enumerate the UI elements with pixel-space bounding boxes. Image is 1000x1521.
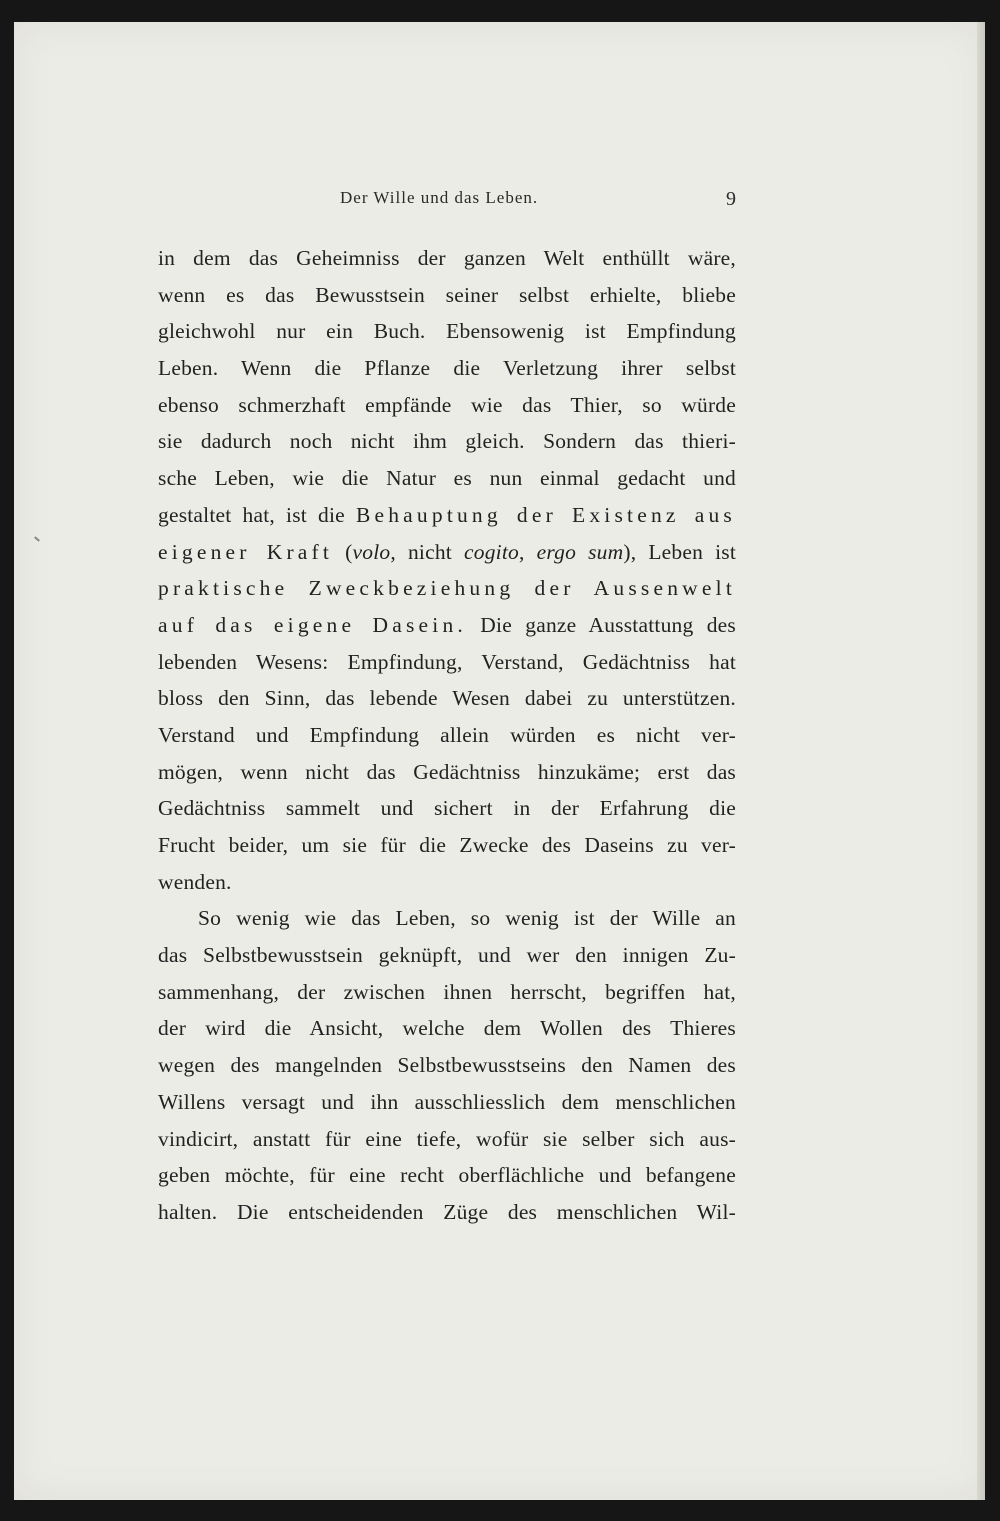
page-number: 9 [726,188,736,210]
text-line: Verstand und Empfindung allein würden es nicht ver- [158,722,736,747]
text-line: sche Leben, wie die Natur es nun einmal gedacht und [158,466,736,491]
text-line: So wenig wie das Leben, so wenig ist der Wille an [198,906,736,931]
emphasis-line: praktische Zweckbeziehung der Aussenwelt [158,576,736,601]
text-line: gleichwohl nur ein Buch. Ebensowenig ist Empfindung [158,319,736,344]
text-line: Gedächtniss sammelt und sichert in der Erfahrung die [158,796,736,821]
page-header [14,188,985,218]
text-line: sammenhang, der zwischen ihnen herrscht, begriffen hat, [158,979,736,1004]
emphasis-spaced: eigener Kraft [158,539,334,564]
text-line: geben möchte, für eine recht oberflächliche und befangene [158,1163,736,1188]
text-line: das Selbstbewusstsein geknüpft, und wer den innigen Zu- [158,943,736,968]
text-line: in dem das Geheimniss der ganzen Welt enthüllt wäre, [158,246,736,270]
text-segment: gestaltet hat, ist die [158,502,356,527]
page-edge [977,22,985,1500]
text-line: Frucht beider, um sie für die Zwecke des Daseins zu ver- [158,833,736,857]
text-segment: , nicht [390,539,465,564]
text-line [158,534,736,571]
body-text [158,240,736,1231]
text-line: Willens versagt und ihn ausschliesslich dem menschlichen [158,1089,736,1114]
text-segment: ( [333,539,353,564]
text-line: sie dadurch noch nicht ihm gleich. Sondern das thieri- [158,429,736,454]
book-page [14,22,985,1500]
text-line: wenden. [158,869,232,894]
text-line: mögen, wenn nicht das Gedächtniss hinzukäme; erst das [158,759,736,784]
text-line: halten. Die entscheidenden Züge des menschlichen Wil- [158,1199,736,1224]
text-line: bloss den Sinn, das lebende Wesen dabei zu unterstützen. [158,686,736,711]
running-title: Der Wille und das Leben. [340,188,539,207]
italic-term: volo [352,539,391,564]
text-line: wegen des mangelnden Selbstbewusstseins den Namen des [158,1053,736,1078]
text-line: ebenso schmerzhaft empfände wie das Thier, so würde [158,392,736,417]
text-line [158,607,736,644]
text-line: der wird die Ansicht, welche dem Wollen des Thieres [158,1016,736,1041]
text-segment: , [518,539,537,564]
text-line: Leben. Wenn die Pflanze die Verletzung ihrer selbst [158,356,736,381]
emphasis-spaced: auf das eigene Dasein. [158,612,467,637]
text-line [158,497,736,534]
stray-mark [34,536,40,541]
text-segment: ), Leben ist [623,539,737,564]
text-line: wenn es das Bewusstsein seiner selbst erhielte, bliebe [158,282,736,307]
emphasis-spaced: Behauptung der Existenz aus [355,502,736,527]
text-segment: Die ganze Ausstattung des [467,612,736,637]
text-line: vindicirt, anstatt für eine tiefe, wofür sie selber sich aus- [158,1126,736,1151]
italic-term: ergo sum [536,539,624,564]
text-line: lebenden Wesens: Empfindung, Verstand, Gedächtniss hat [158,649,736,674]
italic-term: cogito [464,539,519,564]
